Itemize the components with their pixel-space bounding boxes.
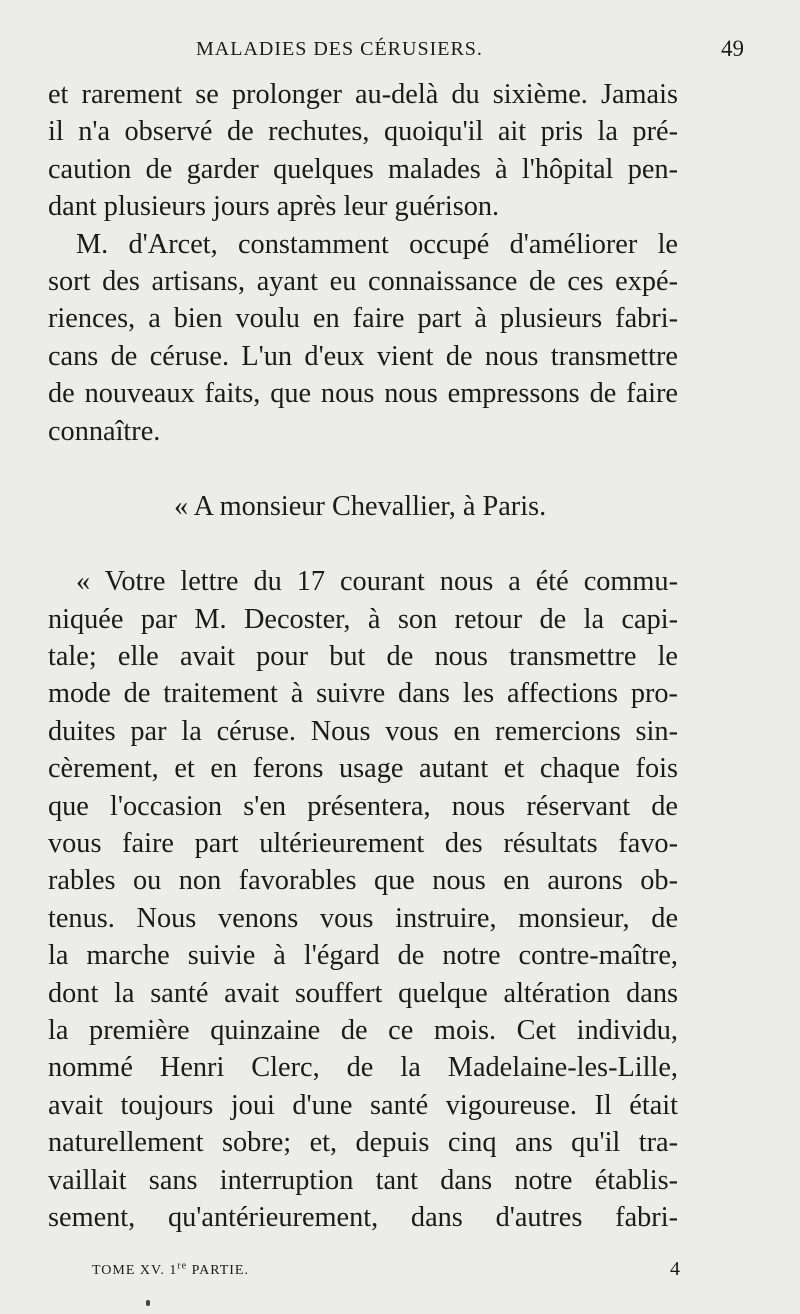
text-line: niquée par M. Decoster, à son retour de la capi- — [48, 603, 678, 635]
text-line: de nouveaux faits, que nous nous empressons de faire — [48, 378, 678, 410]
text-line: sement, qu'antérieurement, dans d'autres fabri- — [48, 1201, 678, 1233]
text-line: tenus. Nous venons vous instruire, monsieur, de — [48, 902, 678, 934]
text-line: avait toujours joui d'une santé vigoureuse. Il était — [48, 1089, 678, 1121]
text-line: nommé Henri Clerc, de la Madelaine-les-Lille, — [48, 1052, 678, 1084]
text-line: il n'a observé de rechutes, quoiqu'il ait pris la pré- — [48, 116, 678, 148]
text-line: « Votre lettre du 17 courant nous a été commu- — [76, 566, 678, 598]
letter-heading: « A monsieur Chevallier, à Paris. — [174, 490, 547, 522]
text-line: dant plusieurs jours après leur guérison. — [48, 191, 500, 223]
text-line: naturellement sobre; et, depuis cinq ans qu'il tra- — [48, 1127, 678, 1159]
text-line: tale; elle avait pour but de nous transmettre le — [48, 641, 678, 673]
signature-prefix: TOME XV. 1 — [92, 1262, 178, 1278]
text-line: cèrement, et en ferons usage autant et chaque fois — [48, 753, 678, 785]
text-line: mode de traitement à suivre dans les affections pro- — [48, 678, 678, 710]
page-header — [46, 34, 744, 68]
text-line: dont la santé avait souffert quelque altération dans — [48, 977, 678, 1009]
page-number: 49 — [721, 36, 744, 61]
paragraph-2 — [48, 226, 678, 450]
text-line: que l'occasion s'en présentera, nous réservant de — [48, 790, 678, 822]
text-line: riences, a bien voulu en faire part à plusieurs fabri- — [48, 303, 678, 335]
ink-speck — [146, 1300, 150, 1306]
text-line: vous faire part ultérieurement des résultats favo- — [48, 828, 678, 860]
text-line: la première quinzaine de ce mois. Cet individu, — [48, 1014, 678, 1046]
page-footer — [92, 1260, 680, 1279]
text-line: M. d'Arcet, constamment occupé d'améliorer le — [76, 228, 678, 260]
paragraph-1 — [48, 76, 678, 226]
signature-suffix: PARTIE. — [187, 1262, 249, 1278]
volume-signature — [92, 1260, 249, 1278]
spacer — [48, 525, 678, 563]
text-line: rables ou non favorables que nous en aurons ob- — [48, 865, 678, 897]
running-title: MALADIES DES CÉRUSIERS. — [196, 38, 483, 60]
text-line: connaître. — [48, 415, 161, 447]
text-line: et rarement se prolonger au-delà du sixième. Jamais — [48, 79, 678, 110]
text-line: sort des artisans, ayant eu connaissance de ces expé- — [48, 265, 678, 297]
text-line: la marche suivie à l'égard de notre contre-maître, — [48, 940, 678, 972]
letter-body — [48, 563, 678, 1236]
text-line: caution de garder quelques malades à l'hôpital pen- — [48, 153, 678, 185]
text-line: vaillait sans interruption tant dans notre établis- — [48, 1164, 678, 1196]
signature-sup: re — [177, 1260, 188, 1271]
text-line: duites par la céruse. Nous vous en remercions sin- — [48, 715, 678, 747]
spacer — [48, 450, 678, 488]
text-line: cans de céruse. L'un d'eux vient de nous transmettre — [48, 340, 678, 372]
body-text — [48, 76, 678, 1236]
signature-mark: 4 — [670, 1258, 680, 1280]
